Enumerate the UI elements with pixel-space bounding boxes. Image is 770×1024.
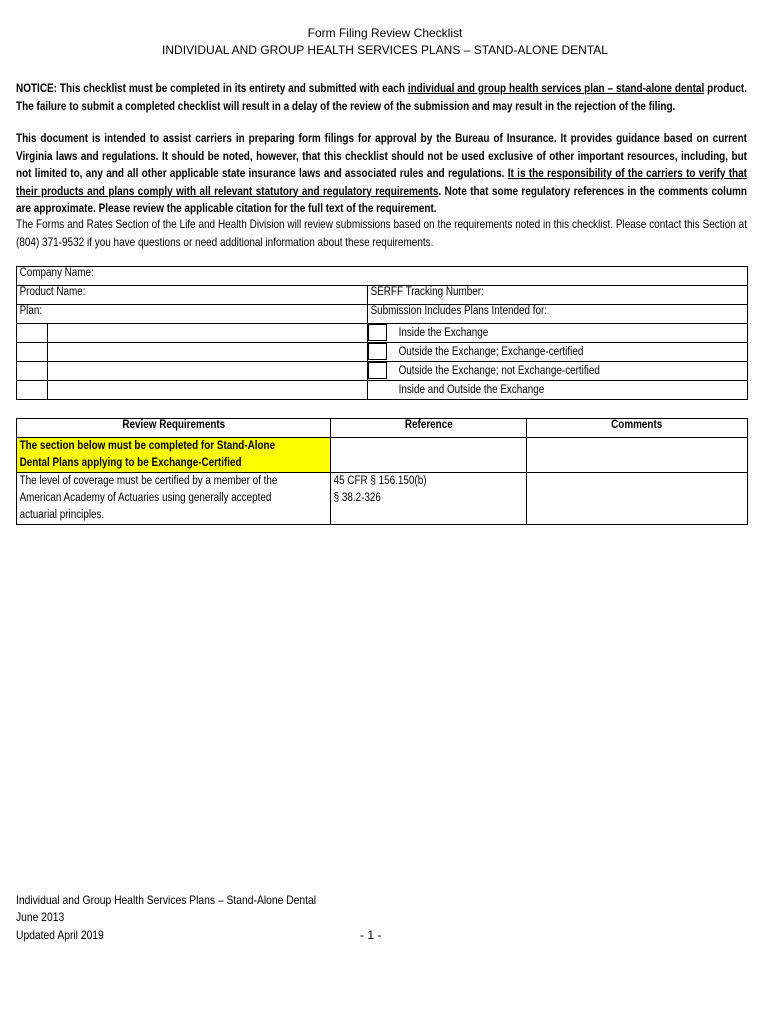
footer-document-name: Individual and Group Health Services Plans – Stand-Alone Dental xyxy=(16,893,317,907)
review-requirements-table xyxy=(16,418,748,525)
document-subtitle: INDIVIDUAL AND GROUP HEALTH SERVICES PLANS – STAND-ALONE DENTAL xyxy=(162,43,608,57)
table-row xyxy=(17,473,748,525)
plan-name-cell[interactable] xyxy=(48,381,368,400)
header-comments: Comments xyxy=(527,419,748,438)
header-reference: Reference xyxy=(331,419,527,438)
plan-name-cell[interactable] xyxy=(48,362,368,381)
intro-part1: This document is intended to assist carriers in preparing form filings for approval by the Bureau of Insurance. It provides guidance based on current Virginia laws and regulations. It should be noted, however, that this checklist should not be used exclusive of other important resources, including, but not limited to, any and all other applicable state insurance laws and associated rules and regulations. xyxy=(16,132,747,180)
option-inside-and-outside: Inside and Outside the Exchange xyxy=(368,381,748,400)
section-note-cell: The section below must be completed for Stand-Alone Dental Plans applying to be Exchange-Certified xyxy=(17,438,331,473)
intro-paragraph xyxy=(16,130,747,218)
footer-date: June 2013 xyxy=(16,910,65,924)
section-reference-cell[interactable] xyxy=(331,438,527,473)
reference-line-2: § 38.2-326 xyxy=(333,492,381,504)
footer-updated: Updated April 2019 xyxy=(16,928,104,942)
option-outside-not-certified: Outside the Exchange; not Exchange-certified xyxy=(368,362,748,381)
forms-section-paragraph: The Forms and Rates Section of the Life and Health Division will review submissions based on the requirements noted in this checklist. Please contact this Section at (804) 371-9532 if you have questions or need additional information about these requirements. xyxy=(16,218,747,249)
notice-tail: product. The failure to submit a completed checklist will result in a delay of the review of the submission and may result in the rejection of the filing. xyxy=(16,82,748,113)
reference-cell xyxy=(331,473,527,525)
submission-label-cell: Submission Includes Plans Intended for: xyxy=(368,305,748,324)
comments-cell[interactable] xyxy=(527,473,748,525)
plan-row-marker[interactable] xyxy=(17,324,48,343)
page-number: - 1 - xyxy=(360,928,382,942)
plan-field[interactable]: Plan: xyxy=(17,305,368,324)
plan-name-cell[interactable] xyxy=(48,324,368,343)
intro-responsibility: It is the responsibility of the carriers to verify that their products and plans comply with all relevant statutory and regulatory requirements xyxy=(16,167,747,198)
notice-product-type: individual and group health services plan – stand-alone dental xyxy=(407,82,705,95)
section-comments-cell[interactable] xyxy=(527,438,748,473)
product-name-field[interactable]: Product Name: xyxy=(17,286,368,305)
company-name-field[interactable]: Company Name: xyxy=(17,267,748,286)
option-inside-exchange: Inside the Exchange xyxy=(368,324,748,343)
plan-row-marker[interactable] xyxy=(17,362,48,381)
option-outside-certified: Outside the Exchange; Exchange-certified xyxy=(368,343,748,362)
plan-name-cell[interactable] xyxy=(48,343,368,362)
checkbox-outside-certified[interactable] xyxy=(368,343,387,360)
header-review-requirements: Review Requirements xyxy=(17,419,331,438)
document-title: Form Filing Review Checklist xyxy=(307,26,463,40)
company-info-table xyxy=(16,266,748,400)
checkbox-outside-not-certified[interactable] xyxy=(368,362,387,379)
notice-paragraph xyxy=(16,80,747,115)
plan-row-marker[interactable] xyxy=(17,381,48,400)
requirement-cell: The level of coverage must be certified by a member of the American Academy of Actuaries using generally accepted actuarial principles. xyxy=(17,473,331,525)
plan-row-marker[interactable] xyxy=(17,343,48,362)
checkbox-inside-exchange[interactable] xyxy=(368,324,387,341)
intro-part2: . Note that some regulatory references in the comments column are approximate. Please review the applicable citation for the full text of the requirement. xyxy=(16,184,747,215)
checkbox-inside-and-outside[interactable] xyxy=(368,381,387,398)
reference-line-1: 45 CFR § 156.150(b) xyxy=(333,475,427,487)
serff-tracking-field[interactable]: SERFF Tracking Number: xyxy=(368,286,748,305)
notice-lead: NOTICE: This checklist must be completed in its entirety and submitted with each xyxy=(16,82,408,95)
